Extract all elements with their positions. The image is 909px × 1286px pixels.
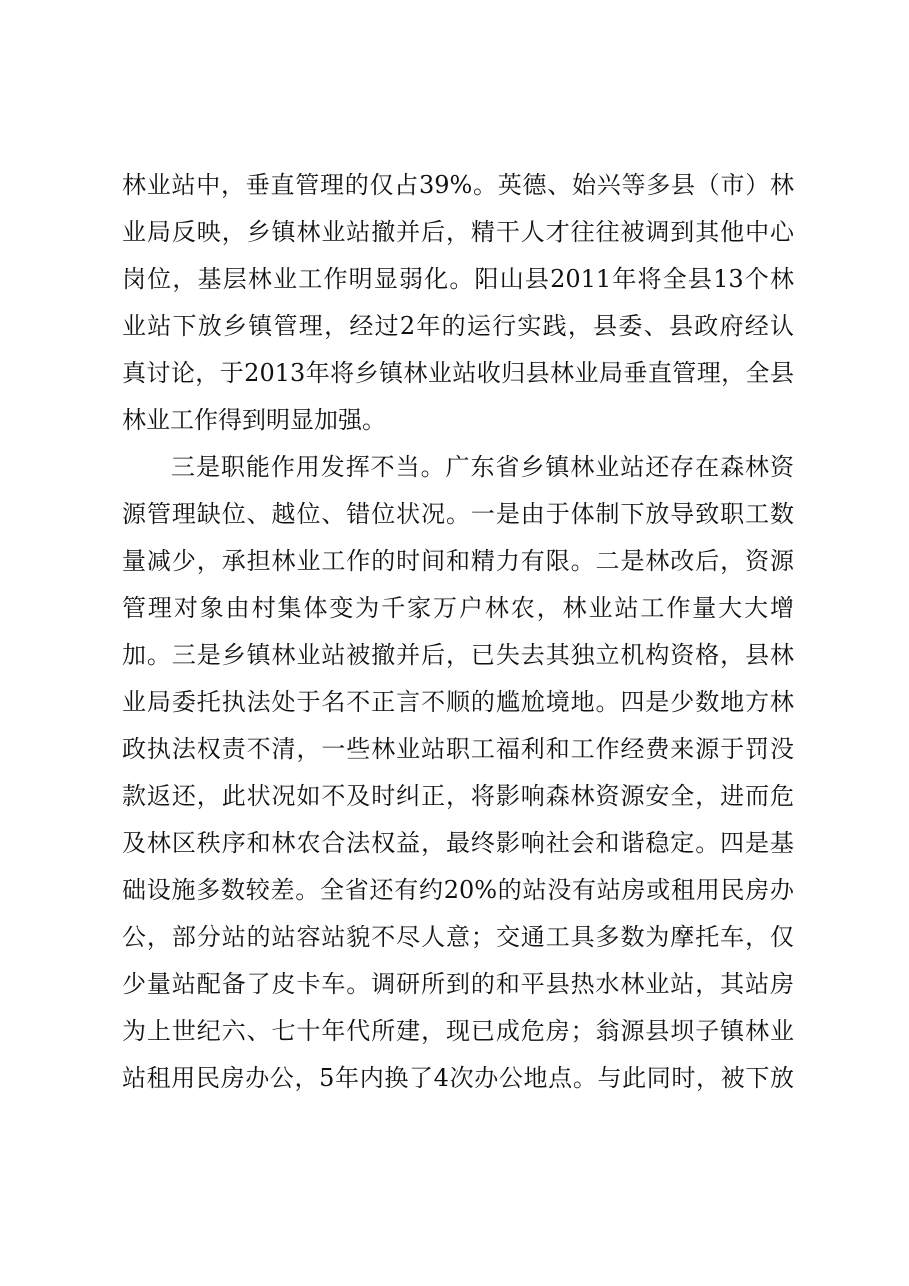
- paragraph-2-line-8: 款返还，此状况如不及时纠正，将影响森林资源安全，进而危: [122, 782, 794, 810]
- paragraph-2-line-1: 三是职能作用发挥不当。广东省乡镇林业站还存在森林资: [171, 453, 794, 481]
- paragraph-2-line-12: 少量站配备了皮卡车。调研所到的和平县热水林业站，其站房: [122, 970, 794, 998]
- paragraph-line-6: 林业工作得到明显加强。: [122, 406, 386, 434]
- paragraph-2-line-10: 础设施多数较差。全省还有约20%的站没有站房或租用民房办: [122, 876, 794, 904]
- paragraph-2-line-9: 及林区秩序和林农合法权益，最终影响社会和谐稳定。四是基: [122, 829, 794, 857]
- paragraph-line-2: 业局反映，乡镇林业站撤并后，精干人才往往被调到其他中心: [122, 218, 794, 246]
- paragraph-2-line-11: 公，部分站的站容站貌不尽人意；交通工具多数为摩托车，仅: [122, 923, 794, 951]
- paragraph-2-line-3: 量减少，承担林业工作的时间和精力有限。二是林改后，资源: [122, 547, 794, 575]
- paragraph-2-line-14: 站租用民房办公，5年内换了4次办公地点。与此同时，被下放: [122, 1064, 794, 1092]
- paragraph-line-3: 岗位，基层林业工作明显弱化。阳山县2011年将全县13个林: [122, 265, 794, 293]
- paragraph-line-4: 业站下放乡镇管理，经过2年的运行实践，县委、县政府经认: [122, 312, 794, 340]
- paragraph-2-line-6: 业局委托执法处于名不正言不顺的尴尬境地。四是少数地方林: [122, 688, 794, 716]
- paragraph-line-5: 真讨论，于2013年将乡镇林业站收归县林业局垂直管理，全县: [122, 359, 794, 387]
- paragraph-2-line-13: 为上世纪六、七十年代所建，现已成危房；翁源县坝子镇林业: [122, 1017, 794, 1045]
- paragraph-2-line-5: 加。三是乡镇林业站被撤并后，已失去其独立机构资格，县林: [122, 641, 794, 669]
- paragraph-2-line-4: 管理对象由村集体变为千家万户林农，林业站工作量大大增: [122, 594, 794, 622]
- paragraph-line-1: 林业站中，垂直管理的仅占39%。英德、始兴等多县（市）林: [122, 171, 794, 199]
- paragraph-2-line-2: 源管理缺位、越位、错位状况。一是由于体制下放导致职工数: [122, 500, 794, 528]
- paragraph-2-line-7: 政执法权责不清，一些林业站职工福利和工作经费来源于罚没: [122, 735, 794, 763]
